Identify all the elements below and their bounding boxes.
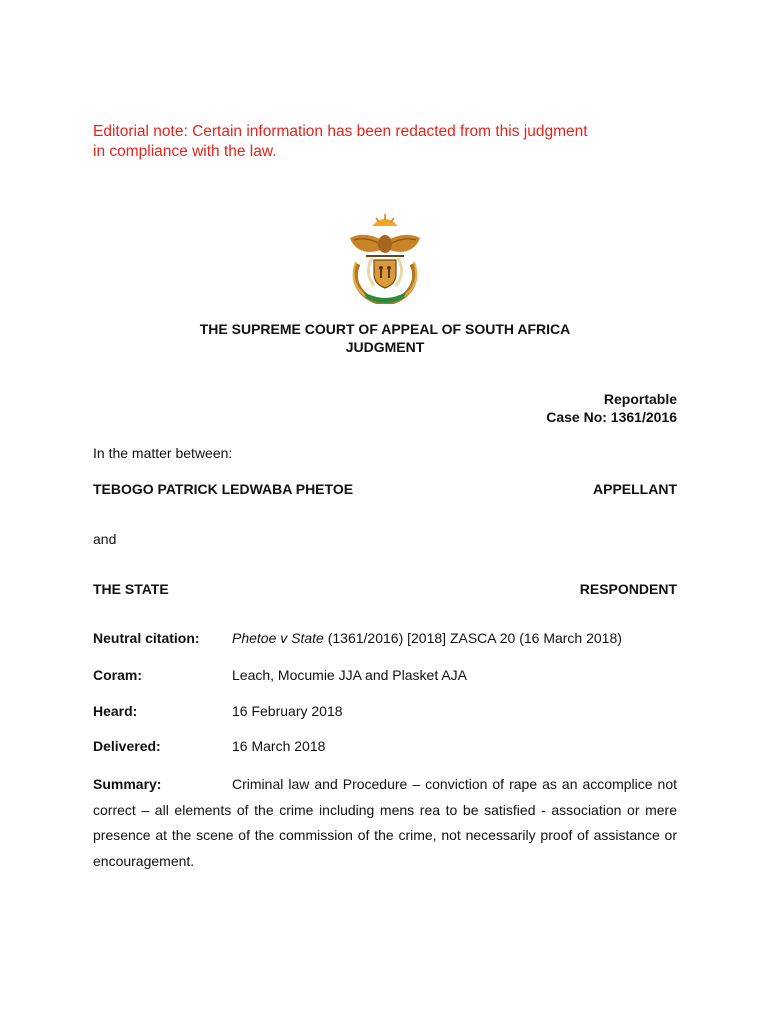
coram-label: Coram: [93,667,143,683]
summary-label: Summary: [93,776,162,792]
coat-of-arms-icon [344,212,426,304]
appellant-name: TEBOGO PATRICK LEDWABA PHETOE [93,481,354,497]
citation-value [232,630,622,646]
delivered-value: 16 March 2018 [232,738,326,754]
citation-case-name: Phetoe v State [232,630,324,646]
editorial-note: Editorial note: Certain information has been redacted from this judgment in compliance with the law. [93,123,588,160]
summary-text: Criminal law and Procedure – conviction of rape as an accomplice not correct – all elements of the crime including mens rea to be satisfied - association or mere presence at the scene of the commission of the crime, not necessarily proof of assistance or encouragement. [93,776,677,869]
case-number: Case No: 1361/2016 [546,409,677,425]
matter-between: In the matter between: [93,445,233,461]
delivered-label: Delivered: [93,738,161,754]
court-heading [93,320,677,356]
judgment-label: JUDGMENT [345,339,425,355]
respondent-name: THE STATE [93,581,169,597]
citation-rest: (1361/2016) [2018] ZASCA 20 (16 March 2018) [323,630,622,646]
citation-label: Neutral citation: [93,630,200,646]
and-text: and [93,531,117,547]
summary-paragraph [93,772,677,874]
heard-value: 16 February 2018 [232,703,343,719]
court-title: THE SUPREME COURT OF APPEAL OF SOUTH AFRICA [199,321,571,337]
reportable-label: Reportable [603,391,677,407]
respondent-role: RESPONDENT [579,581,677,597]
heard-label: Heard: [93,703,138,719]
case-info [546,390,677,426]
appellant-role: APPELLANT [593,481,677,497]
coram-value: Leach, Mocumie JJA and Plasket AJA [232,667,468,683]
